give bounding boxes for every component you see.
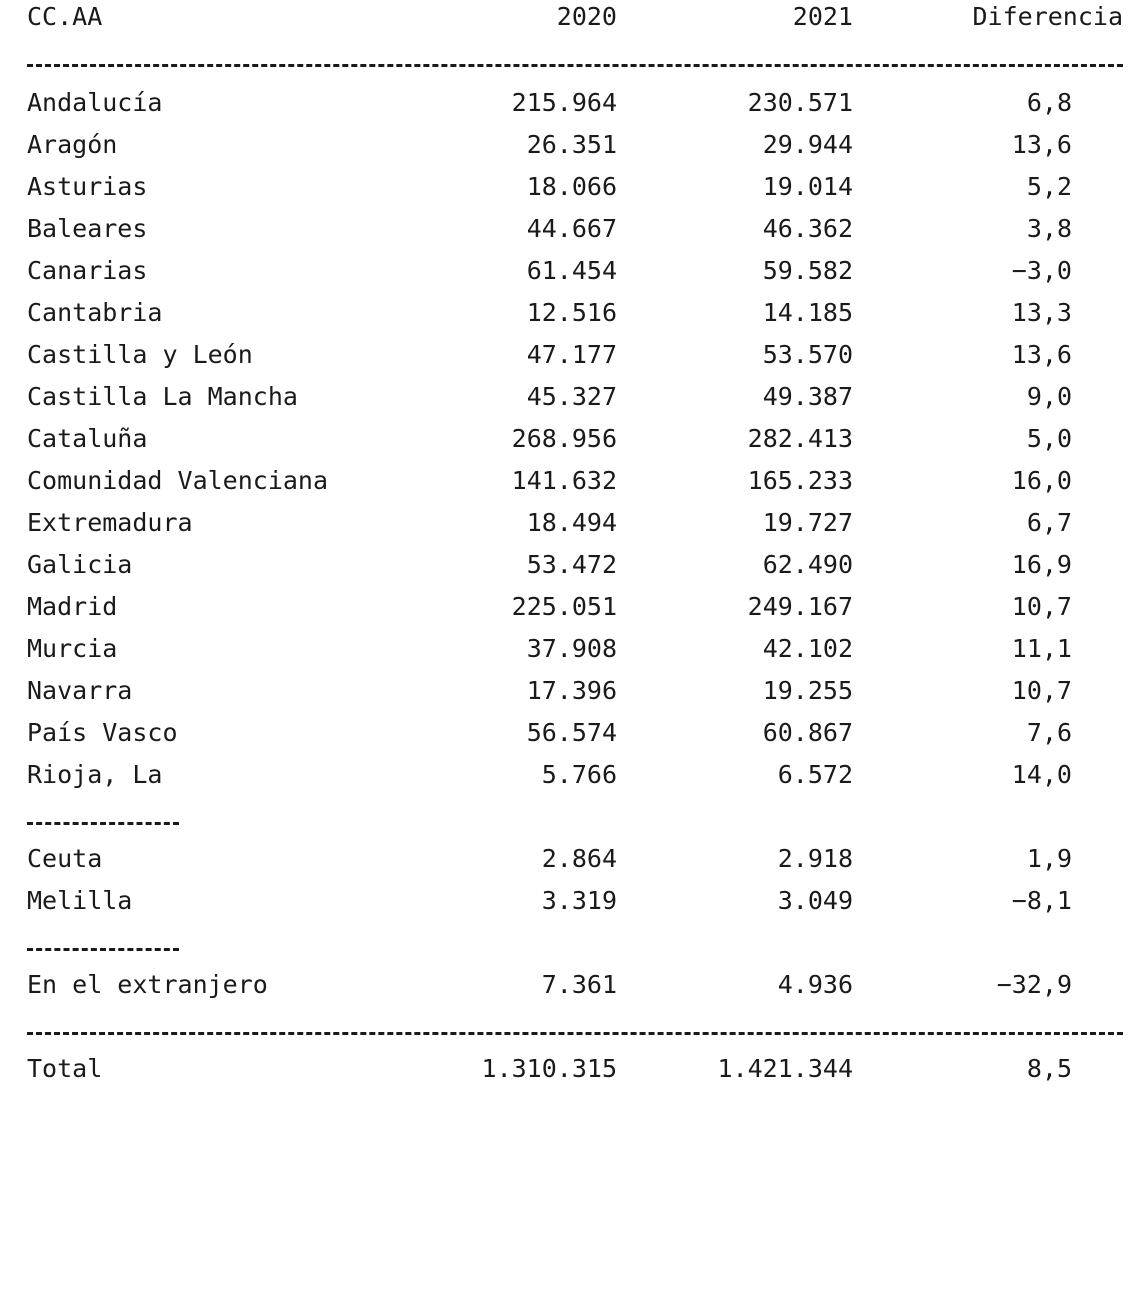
row-region: Canarias — [27, 256, 148, 285]
row-2021: 19.014 — [762, 172, 853, 201]
row-diferencia: 16,0 — [1011, 466, 1072, 495]
row-2021: 29.944 — [762, 130, 853, 159]
total-2020: 1.310.315 — [481, 1054, 617, 1083]
table-row — [27, 502, 1123, 544]
row-diferencia: 1,9 — [1026, 844, 1072, 873]
table-row — [27, 292, 1123, 334]
row-region: Asturias — [27, 172, 148, 201]
row-2021: 165.233 — [747, 466, 853, 495]
table-row — [27, 838, 1123, 880]
row-diferencia: 10,7 — [1011, 676, 1072, 705]
total-label: Total — [27, 1054, 103, 1083]
row-diferencia: 13,3 — [1011, 298, 1072, 327]
row-2021: 62.490 — [762, 550, 853, 579]
total-row — [27, 1048, 1123, 1090]
row-2020: 45.327 — [526, 382, 617, 411]
header-2020: 2020 — [556, 2, 617, 31]
row-diferencia: 5,2 — [1026, 172, 1072, 201]
table-row — [27, 376, 1123, 418]
row-2020: 141.632 — [511, 466, 617, 495]
row-region: Comunidad Valenciana — [27, 466, 329, 495]
row-2020: 17.396 — [526, 676, 617, 705]
row-2021: 59.582 — [762, 256, 853, 285]
row-2020: 225.051 — [511, 592, 617, 621]
row-2021: 282.413 — [747, 424, 853, 453]
row-2021: 42.102 — [762, 634, 853, 663]
row-region: Galicia — [27, 550, 133, 579]
row-2020: 268.956 — [511, 424, 617, 453]
row-2021: 49.387 — [762, 382, 853, 411]
table-row — [27, 460, 1123, 502]
table-row — [27, 166, 1123, 208]
total-divider — [27, 1006, 1123, 1048]
row-2020: 18.066 — [526, 172, 617, 201]
row-diferencia: 6,7 — [1026, 508, 1072, 537]
table-header — [27, 0, 1123, 34]
rows-abroad — [27, 964, 1123, 1006]
row-region: Melilla — [27, 886, 133, 915]
table-row — [27, 124, 1123, 166]
row-2020: 5.766 — [541, 760, 617, 789]
total-diferencia: 8,5 — [1026, 1054, 1072, 1083]
row-2021: 2.918 — [777, 844, 853, 873]
row-2020: 7.361 — [541, 970, 617, 999]
row-2021: 4.936 — [777, 970, 853, 999]
table-row — [27, 712, 1123, 754]
table-row — [27, 964, 1123, 1006]
row-2020: 37.908 — [526, 634, 617, 663]
row-region: Cantabria — [27, 298, 163, 327]
data-table — [27, 0, 1123, 1090]
row-2020: 56.574 — [526, 718, 617, 747]
rows-main — [27, 82, 1123, 796]
header-diferencia: Diferencia — [972, 2, 1123, 31]
row-2021: 19.727 — [762, 508, 853, 537]
row-diferencia: −32,9 — [996, 970, 1072, 999]
row-region: Madrid — [27, 592, 118, 621]
row-2021: 53.570 — [762, 340, 853, 369]
row-diferencia: 13,6 — [1011, 130, 1072, 159]
row-2020: 3.319 — [541, 886, 617, 915]
table-row — [27, 754, 1123, 796]
row-2021: 14.185 — [762, 298, 853, 327]
row-diferencia: 3,8 — [1026, 214, 1072, 243]
row-2021: 249.167 — [747, 592, 853, 621]
row-region: Castilla La Mancha — [27, 382, 298, 411]
row-region: País Vasco — [27, 718, 178, 747]
table-row — [27, 544, 1123, 586]
row-2020: 12.516 — [526, 298, 617, 327]
row-diferencia: 9,0 — [1026, 382, 1072, 411]
table-row — [27, 418, 1123, 460]
table-row — [27, 586, 1123, 628]
row-2021: 230.571 — [747, 88, 853, 117]
row-region: Extremadura — [27, 508, 193, 537]
header-region: CC.AA — [27, 2, 103, 31]
table-row — [27, 208, 1123, 250]
table-row — [27, 628, 1123, 670]
row-region: Cataluña — [27, 424, 148, 453]
header-divider — [27, 34, 1123, 82]
row-diferencia: −3,0 — [1011, 256, 1072, 285]
row-region: Castilla y León — [27, 340, 253, 369]
row-2021: 6.572 — [777, 760, 853, 789]
row-diferencia: 13,6 — [1011, 340, 1072, 369]
total-2021: 1.421.344 — [717, 1054, 853, 1083]
row-region: Navarra — [27, 676, 133, 705]
row-2020: 2.864 — [541, 844, 617, 873]
row-2021: 3.049 — [777, 886, 853, 915]
row-2021: 46.362 — [762, 214, 853, 243]
row-diferencia: 16,9 — [1011, 550, 1072, 579]
row-2021: 60.867 — [762, 718, 853, 747]
row-diferencia: 10,7 — [1011, 592, 1072, 621]
row-2020: 26.351 — [526, 130, 617, 159]
table-row — [27, 334, 1123, 376]
row-region: Baleares — [27, 214, 148, 243]
row-diferencia: 5,0 — [1026, 424, 1072, 453]
table-row — [27, 880, 1123, 922]
row-2020: 44.667 — [526, 214, 617, 243]
header-2021: 2021 — [792, 2, 853, 31]
row-region: Ceuta — [27, 844, 103, 873]
table-row — [27, 82, 1123, 124]
row-2020: 18.494 — [526, 508, 617, 537]
row-region: Murcia — [27, 634, 118, 663]
table-row — [27, 250, 1123, 292]
row-2020: 215.964 — [511, 88, 617, 117]
rows-cities — [27, 838, 1123, 922]
row-region: Rioja, La — [27, 760, 163, 789]
row-2020: 47.177 — [526, 340, 617, 369]
row-diferencia: 11,1 — [1011, 634, 1072, 663]
row-region: En el extranjero — [27, 970, 268, 999]
row-diferencia: 6,8 — [1026, 88, 1072, 117]
row-diferencia: 14,0 — [1011, 760, 1072, 789]
short-divider — [27, 922, 1123, 964]
row-2021: 19.255 — [762, 676, 853, 705]
short-divider — [27, 796, 1123, 838]
row-region: Andalucía — [27, 88, 163, 117]
row-diferencia: 7,6 — [1026, 718, 1072, 747]
row-region: Aragón — [27, 130, 118, 159]
row-2020: 61.454 — [526, 256, 617, 285]
table-row — [27, 670, 1123, 712]
row-diferencia: −8,1 — [1011, 886, 1072, 915]
row-2020: 53.472 — [526, 550, 617, 579]
